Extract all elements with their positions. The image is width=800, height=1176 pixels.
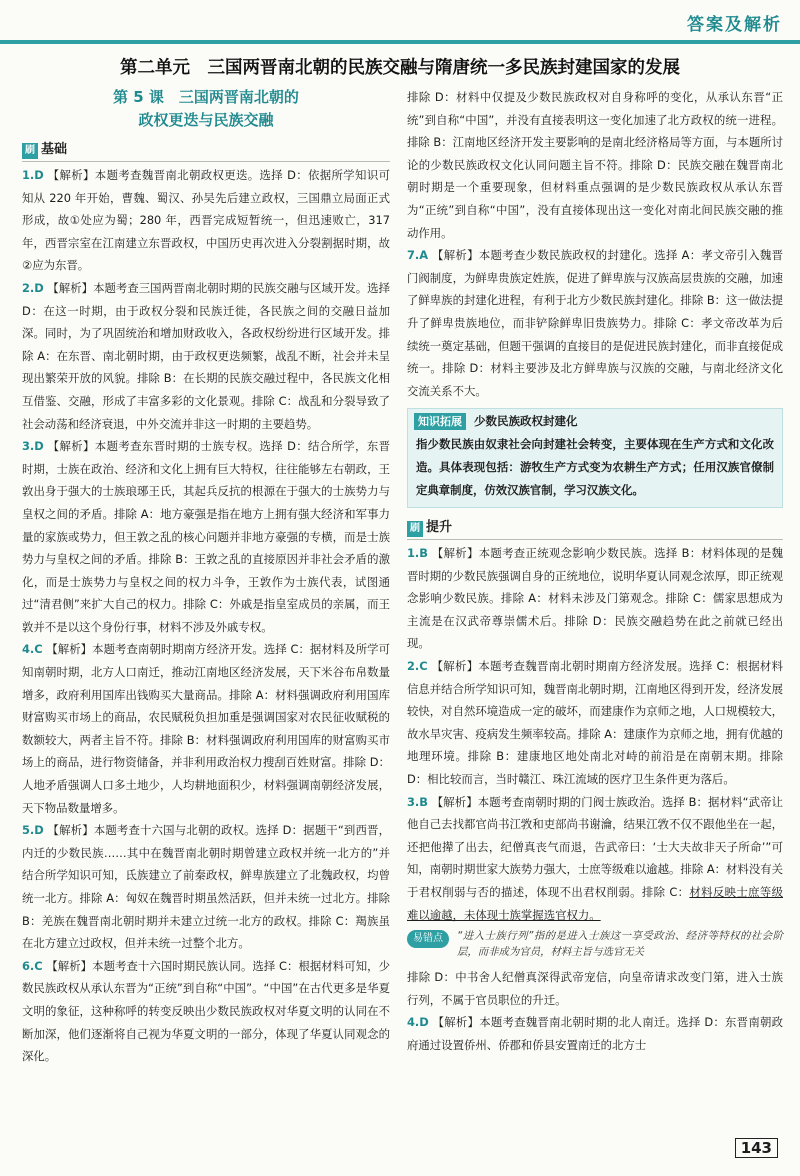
lesson-title — [22, 86, 390, 132]
advanced-item-2 — [407, 655, 783, 791]
item-answer: C — [34, 958, 43, 973]
advanced-item-4 — [407, 1011, 783, 1056]
section-basic-label: 基础 — [41, 142, 68, 158]
lesson-title-line1: 第 5 课 三国两晋南北朝的 — [113, 88, 299, 106]
item-answer: D — [34, 439, 44, 454]
item-number: 7. — [407, 248, 420, 263]
item-number: 5. — [22, 823, 35, 838]
advanced-item-1 — [407, 542, 783, 655]
item-answer: D — [34, 168, 44, 182]
item-number: 3. — [22, 439, 35, 454]
item-text-underlined: 材料反映士庶等级难以逾越，未体现士族掌握选官权力。 — [407, 885, 783, 922]
item-answer: D — [34, 280, 44, 295]
answers-header-label: 答案及解析 — [687, 15, 782, 35]
lesson-title-line2: 政权更迭与民族交融 — [138, 111, 274, 129]
top-bar — [0, 0, 800, 44]
item-answer: A — [419, 248, 429, 263]
unit-title: 第二单元 三国两晋南北朝的民族交融与隋唐统一多民族封建国家的发展 — [120, 58, 680, 78]
item-answer: D — [34, 823, 44, 838]
error-note-text: “进入士族行列”指的是进入士族这一享受政治、经济等特权的社会阶层，而非成为官员，材料主旨与选官无关 — [457, 930, 783, 959]
item-answer: C — [419, 659, 428, 674]
item-text: 【解析】本题考查十六国与北朝的政权。选择 D：据题干“到西晋，内迁的少数民族……其中在魏晋南北朝时期曾建立政权并统一北方的”并结合所学知识可知，氐族建立了前秦政权，鲜卑族建立了北魏政权，均曾统一北方。排除 A：匈奴在魏晋时期虽然活跃，但并未统一过北方。排除 B：羌族在魏晋南北朝时期并未建立过统一北方的政权。排除 C：羯族虽在北方建立过政权，但并未统一过整个北方。 — [22, 823, 390, 951]
item-number: 4. — [22, 642, 35, 657]
item-number: 4. — [407, 1015, 420, 1030]
page-number: 143 — [735, 1138, 778, 1158]
item-text: 【解析】本题考查魏晋南北朝时期的北人南迁。选择 D：东晋南朝政府通过设置侨州、侨郡和侨县安置南迁的北方士 — [407, 1015, 783, 1052]
item-text: 【解析】本题考查东晋时期的士族专权。选择 D：结合所学，东晋时期，士族在政治、经济和文化上拥有巨大特权，往往能够左右朝政，王敦出身于强大的士族琅琊王氏，其起兵反抗的根源在于强大的士族势力与皇权之间的矛盾。排除 A：地方豪强是指在地方上拥有强大经济和军事力量的家族或势力，但王敦之乱的核心问题并非地方豪强的专横，而是士族势力与皇权之间的矛盾。排除 B：王敦之乱的直接原因并非社会矛盾的激化，而是士族势力与皇权之间的权力斗争，王敦作为士族代表，试图通过“清君侧”来扩大自己的权力。排除 C：外戚是指皇室成员的亲属，而王敦并不是以这个身份行事，材料不涉及外戚专权。 — [22, 439, 390, 634]
item-number: 2. — [407, 659, 420, 674]
answer-item-4 — [22, 638, 390, 819]
section-advanced-label: 提升 — [426, 520, 453, 536]
item-answer: B — [419, 794, 428, 809]
item-text: 【解析】本题考查十六国时期民族认同。选择 C：根据材料可知，少数民族政权从承认东晋为“正统”到自称“中国”。“中国”在古代更多是华夏文明的象征，这种称呼的转变反映出少数民族政权对华夏文明的认同在不断加深，他们逐渐将自己视为华夏文明的一部分，体现了华夏认同观念的深化。 — [22, 958, 391, 1064]
knowledge-extension-title: 少数民族政权封建化 — [474, 414, 578, 429]
section-basic-header — [22, 140, 390, 162]
item-text: 【解析】本题考查南朝时期的门阀士族政治。选择 B：据材料“武帝让他自己去找都官尚书江敩和吏部尚书谢瀹，结果江敩不仅不跟他坐在一起，还把他撵了出去，纪僧真丧气而退，告武帝曰：‘士大夫故非天子所命’”可知，南朝时期世家大族势力强大，士庶等级难以逾越。排除 A：材料没有关于君权削弱与否的描述，体现不出君权削弱。排除 C： — [407, 794, 784, 899]
item-answer: D — [419, 1015, 429, 1030]
item-number: 6. — [22, 958, 35, 973]
brush-icon: 刷 — [407, 521, 423, 537]
answer-item-1 — [22, 164, 390, 277]
item-number: 2. — [22, 280, 35, 295]
answer-item-5 — [22, 819, 390, 955]
item-text: 【解析】本题考查正统观念影响少数民族。选择 B：材料体现的是魏晋时期的少数民族强调自身的正统地位，说明华夏认同观念浓厚，即正统观念影响少数民族。排除 A：材料未涉及门第观念。排除 C：儒家思想成为主流是在汉武帝尊崇儒术后。排除 D：民族交融趋势在此之前就已经出现。 — [407, 546, 784, 651]
knowledge-extension-tag: 知识拓展 — [414, 413, 466, 430]
item-answer: B — [419, 546, 428, 561]
knowledge-extension-header — [408, 409, 782, 433]
item-answer: C — [34, 642, 43, 657]
item-number: 1. — [407, 546, 420, 561]
answer-item-3 — [22, 435, 390, 638]
advanced-item-3-continued: 排除 D：中书舍人纪僧真深得武帝宠信，向皇帝请求改变门第，进入士族行列，不属于官员职位的升迁。 — [407, 970, 783, 1007]
item-text: 【解析】本题考查少数民族政权的封建化。选择 A：孝文帝引入魏晋门阀制度，为鲜卑贵族定姓族，促进了鲜卑族与汉族高层贵族的交融，加速了鲜卑族的封建化进程，有利于北方少数民族封建化。排除 B：这一做法提升了鲜卑贵族地位，而非铲除鲜卑旧贵族势力。排除 C：孝文帝改革为后续统一奠定基础，但题干强调的直接目的是促进民族封建化，而非直接促成统一。排除 D：材料主要涉及北方鲜卑族与汉族的交融，与南北经济文化交流关系不大。 — [407, 248, 783, 398]
error-note-badge: 易错点 — [407, 930, 449, 948]
knowledge-extension-box — [407, 408, 783, 508]
item-text: 【解析】本题考查魏晋南北朝时期南方经济发展。选择 C：根据材料信息并结合所学知识可知，魏晋南北朝时期，江南地区得到开发，经济发展较快，对自然环境造成一定的破坏，而建康作为京师之地，人口规模较大，故水旱灾害、疫病发生频率较高。排除 A：建康作为京师之地，拥有优越的地理环境。排除 B：建康地区地处南北对峙的前沿是在南朝末期。排除 D：相比较而言，当时赣江、珠江流域的医疗卫生条件更为落后。 — [407, 659, 784, 787]
section-advanced-header — [407, 518, 783, 540]
advanced-item-3 — [407, 791, 783, 927]
knowledge-extension-body: 指少数民族由奴隶社会向封建社会转变，主要体现在生产方式和文化改造。具体表现包括：游牧生产方式变为农耕生产方式；任用汉族官僚制定典章制度，仿效汉族官制，学习汉族文化。 — [416, 437, 774, 497]
answer-item-6 — [22, 955, 390, 1068]
item-number: 1. — [22, 168, 35, 182]
brush-icon: 刷 — [22, 143, 38, 159]
error-note — [407, 928, 783, 960]
right-column — [407, 86, 783, 1057]
answer-item-7 — [407, 244, 783, 402]
answer-item-2 — [22, 277, 390, 435]
item-number: 3. — [407, 794, 420, 809]
item-text: 【解析】本题考查三国两晋南北朝时期的民族交融与区域开发。选择 D：在这一时期，由于政权分裂和民族迁徙，各民族之间的交融日益加深。同时，为了巩固统治和增加财政收入，各政权纷纷进行区域开发。排除 A：在东晋、南北朝时期，由于政权更迭频繁，战乱不断，社会并未呈现出繁荣开放的风貌。排除 B：在长期的民族交融过程中，各民族文化相互借鉴、交融，形成了丰富多彩的文化景观。排除 C：战乱和分裂导致了社会动荡和经济衰退，中外交流并非这一时期的主要趋势。 — [22, 280, 390, 431]
item-text: 【解析】本题考查魏晋南北朝政权更迭。选择 D：依据所学知识可知从 220 年开始，曹魏、蜀汉、孙吴先后建立政权，三国鼎立局面正式形成，故①处应为蜀；280 年，西晋完成短暂统一，但迅速败亡，317 年，西晋宗室在江南建立东晋政权，中国历史再次进入分裂割据时期，故②应为东晋。 — [22, 168, 390, 273]
answer-item-6-continued: 排除 D：材料中仅提及少数民族政权对自身称呼的变化，从承认东晋“正统”到自称“中国”，并没有直接表明这一变化加速了北方政权的统一进程。排除 B：江南地区经济开发主要影响的是南北经济格局等方面，与本题所讨论的少数民族政权文化认同问题主旨不符。排除 D：民族交融在魏晋南北朝时期是一个重要现象，但材料重点强调的是少数民族政权从承认东晋为“正统”到自称“中国”，没有直接体现出这一变化对南北间民族交融的推动作用。 — [407, 90, 783, 240]
item-text: 【解析】本题考查南朝时期南方经济开发。选择 C：据材料及所学可知南朝时期，北方人口南迁，推动江南地区经济发展，天下米谷布帛数量增多，政府利用国库出钱购买大量商品。排除 A：材料强调政府利用国库财富购买市场上的商品，农民赋税负担加重是强调国家对农民征收赋税的数额较大，两者主旨不符。排除 B：材料强调政府利用国库的财富购买市场上的商品，进行物资储备，并非利用政治权力搜刮百姓财富。排除 D：人地矛盾强调人口多土地少，人均耕地面积少，材料强调南朝经济发展，天下物品数量增多。 — [22, 642, 391, 815]
left-column — [22, 86, 390, 1068]
